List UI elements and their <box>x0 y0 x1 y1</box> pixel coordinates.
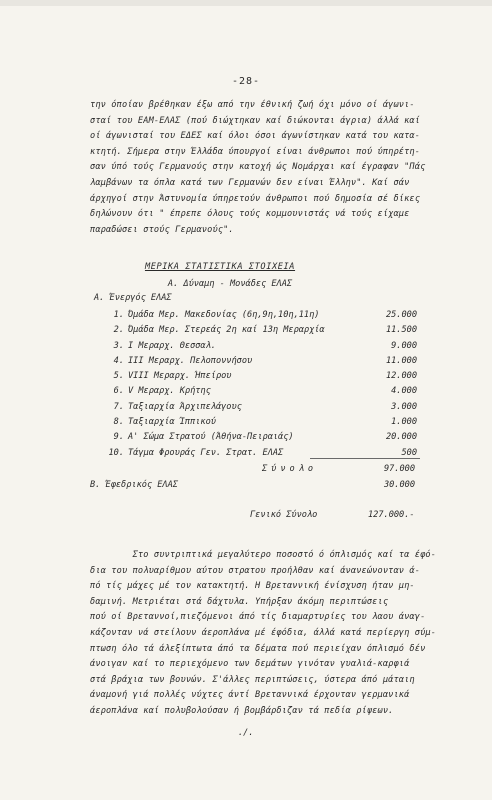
stats-subtitle: Α. Δύναμη - Μονάδες ΕΛΑΣ <box>167 279 293 289</box>
row-number: 3. <box>113 340 124 351</box>
row-label: Ι Μεραρχ. Θεσσαλ. <box>128 340 216 351</box>
text-line: δηλώνουν ότι " έπρεπε όλους τούς κομμουνιστάς νά τούς είχαμε <box>90 209 410 220</box>
paragraph-1 <box>90 98 450 238</box>
text-line: κτητή. Σήμερα στην Έλλάδα ύπουργοί είναι άνθρωποι πού ύπηρέτη- <box>90 146 421 157</box>
row-number: 1. <box>113 310 124 320</box>
text-line: άνοιγαν καί το περιεχόμενο των δεμάτων γινόταν γυαλιά-καρφιά <box>90 659 410 670</box>
row-number: 2. <box>113 325 124 336</box>
stats-title: ΜΕΡΙΚΑ ΣΤΑΤΙΣΤΙΚΑ ΣΤΟΙΧΕΙΑ <box>144 262 296 272</box>
row-number: 10. <box>108 447 124 458</box>
row-label: ΙΙΙ Μεραρχ. Πελοποννήσου <box>128 355 253 366</box>
table-row <box>102 339 432 354</box>
section-a-label: Α. Ένεργός ΕΛΑΣ <box>94 293 172 303</box>
text-line: την όποίαν βρέθηκαν έξω από την έθνική ζωή όχι μόνο οί άγωνι- <box>90 100 415 110</box>
row-value: 1.000 <box>391 417 417 428</box>
text-line: άναμονή γιά πολλές νύχτες άντί Βρεταννικά έρχονταν γερμανικά <box>90 690 410 701</box>
table-row <box>102 415 432 430</box>
grand-total-label: Γενικό Σύνολο <box>250 510 318 520</box>
table-row <box>102 384 432 399</box>
row-label: Ταξιαρχία Ίππικού <box>128 417 216 428</box>
row-number: 7. <box>113 401 124 412</box>
row-label: Τάγμα Φρουράς Γεν. Στρατ. ΕΛΑΣ <box>128 447 284 458</box>
row-number: 6. <box>113 386 124 397</box>
row-number: 5. <box>113 371 124 382</box>
row-label: Όμάδα Μερ. Μακεδονίας (6η,9η,10η,11η) <box>128 310 320 320</box>
section-b-label: Β. Έφεδρικός ΕΛΑΣ <box>90 480 178 490</box>
row-value: 4.000 <box>391 386 417 397</box>
text-line: πού οί Βρεταννοί,πιεζόμενοι άπό τίς διαμαρτυρίες του λαου άναγ- <box>90 612 426 623</box>
grand-total-value: 127.000.- <box>368 510 415 520</box>
units-table <box>102 308 432 461</box>
row-value: 9.000 <box>391 340 417 351</box>
total-label: Σύνολο <box>262 464 318 474</box>
text-line: Στο συντριπτικά μεγαλύτερο ποσοστό ό όπλισμός καί τα έφό- <box>90 550 437 560</box>
row-label: VIII Μεραρχ. Ήπείρου <box>128 371 232 382</box>
row-label: Ταξιαρχία Άρχιπελάγους <box>128 401 242 412</box>
row-value: 25.000 <box>385 310 417 320</box>
text-line: κάζονταν νά στείλουν άεροπλάνα μέ έφόδια, άλλά κατά περίεργη σύμ- <box>90 627 437 638</box>
row-number: 4. <box>113 355 124 366</box>
page-number: -28- <box>231 76 261 87</box>
paragraph-2 <box>90 548 450 720</box>
row-number: 8. <box>113 417 124 428</box>
row-label: V Μεραρχ. Κρήτης <box>128 386 211 397</box>
sum-rule <box>310 458 420 459</box>
row-value: 11.500 <box>385 325 417 336</box>
text-line: δια του πολυαρίθμου αύτου στρατου προήλθαν καί άνανεώνονταν ά- <box>90 565 421 576</box>
text-line: παραδώσει στούς Γερμανούς". <box>90 224 234 235</box>
scan-edge <box>0 0 492 6</box>
row-value: 20.000 <box>385 432 417 443</box>
table-row <box>102 369 432 384</box>
row-number: 9. <box>113 432 124 443</box>
text-line: σταί του ΕΑΜ-ΕΛΑΣ (πού διώχτηκαν καί διώκονται άγρια) άλλά καί <box>90 115 421 126</box>
row-value: 12.000 <box>385 371 417 382</box>
row-value: 500 <box>401 447 417 458</box>
section-b-row <box>90 480 430 490</box>
total-value: 97.000 <box>383 464 415 474</box>
table-row <box>102 308 432 323</box>
table-row <box>102 354 432 369</box>
text-line: στά βράχια των βουνών. Σ'άλλες περιπτώσεις, ύστερα άπό μάταιη <box>90 674 415 685</box>
text-line: άρχηγοί στην Άστυνομία ύπηρετούν άνθρωποι πού δημοσία σέ δίκες <box>90 193 421 204</box>
text-line: άεροπλάνα καί πολυβολούσαν ή βομβάρδιζαν τά πεδία ρίψεων. <box>90 705 394 716</box>
text-line: λαμβάνων τα όπλα κατά των Γερμανών δεν είναι Έλλην". Καί σάν <box>90 177 410 188</box>
table-row <box>102 400 432 415</box>
row-value: 3.000 <box>391 401 417 412</box>
text-line: σαν ύπό τούς Γερμανούς στην κατοχή ώς Νομάρχαι καί έγραφαν "Πάς <box>90 162 426 173</box>
text-line: δαμινή. Μετριέται στά δάχτυλα. Υπήρξαν άκόμη περιπτώσεις <box>90 596 389 607</box>
row-label: Όμάδα Μερ. Στερεάς 2η καί 13η Μεραρχία <box>128 325 325 336</box>
text-line: πτωση όλο τά άλεξίπτωτα άπό τα δέματα πού περιείχαν όπλισμό δέν <box>90 643 426 654</box>
table-row <box>102 323 432 338</box>
text-line: πό τίς μάχες μέ τον κατακτητή. Η Βρεταννική ένίσχυση ήταν μη- <box>90 581 415 592</box>
row-label: Α' Σώμα Στρατού (Άθήνα-Πειραιάς) <box>128 432 294 443</box>
table-row <box>102 430 432 445</box>
continuation-mark: ./. <box>238 728 254 738</box>
row-value: 11.000 <box>385 355 417 366</box>
section-b-value: 30.000 <box>383 480 415 490</box>
text-line: οί άγωνισταί του ΕΔΕΣ καί όλοι όσοι άγωνίστηκαν κατά του κατα- <box>90 131 421 142</box>
